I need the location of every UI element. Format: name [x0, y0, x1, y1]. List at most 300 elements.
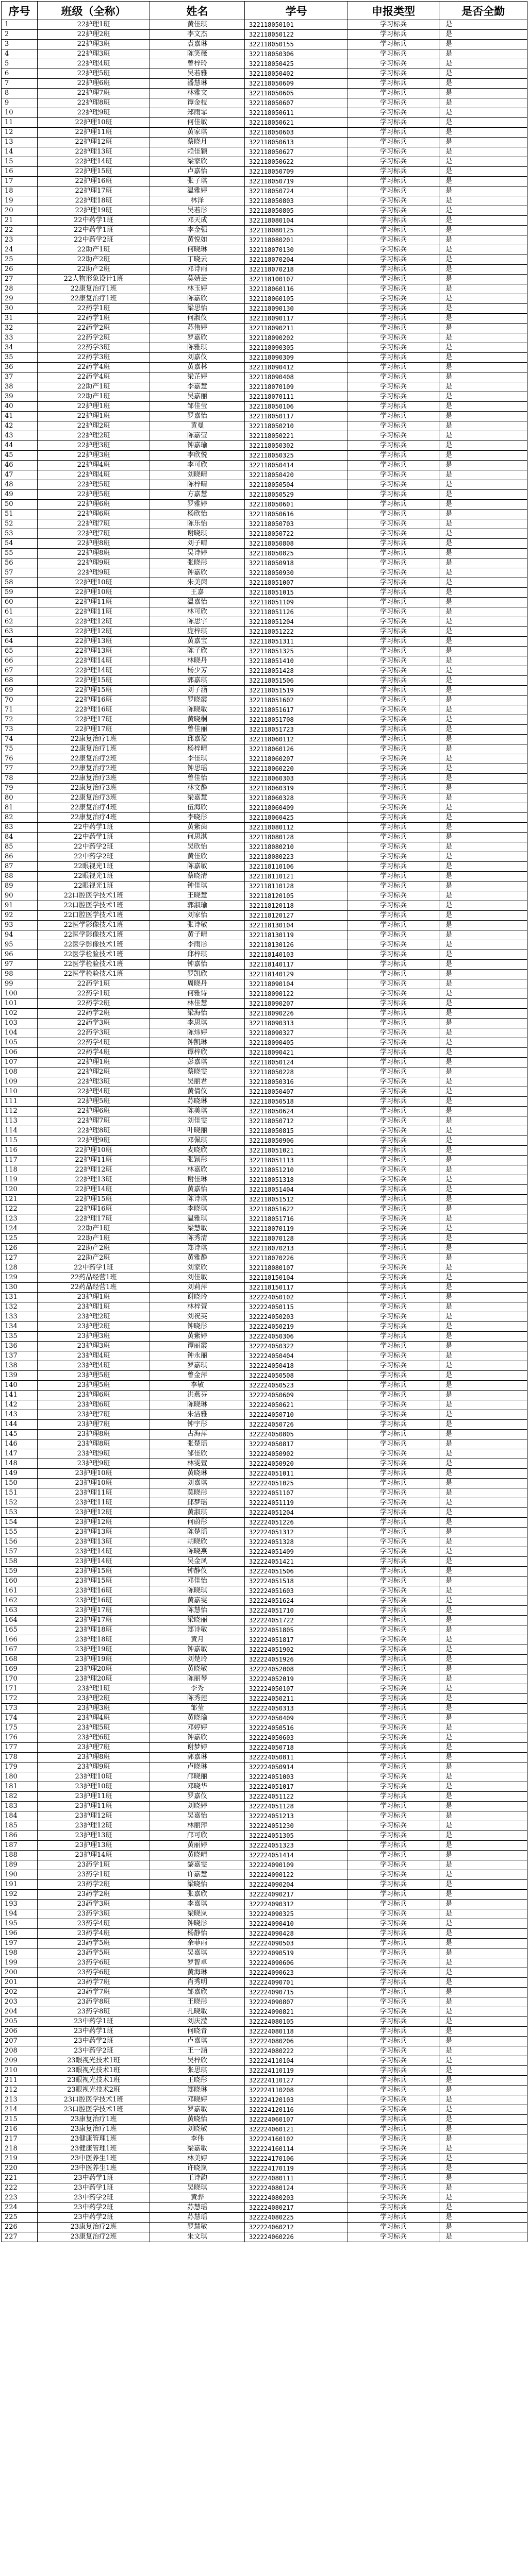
table-row: [2, 842, 527, 852]
table-row: [2, 324, 527, 333]
cell-name: 陈子欣: [150, 647, 245, 656]
cell-class: 22药学3班: [38, 1019, 150, 1028]
cell-name: 李思琪: [150, 1019, 245, 1028]
cell-attendance: 是: [439, 1293, 527, 1302]
cell-no: 77: [2, 764, 38, 774]
table-row: [2, 1772, 527, 1782]
table-row: [2, 2086, 527, 2095]
cell-student-id: 322118060207: [245, 754, 348, 764]
cell-name: 钟永丽: [150, 1351, 245, 1361]
cell-type: 学习标兵: [348, 784, 439, 793]
cell-name: 周晓丹: [150, 979, 245, 989]
cell-class: 22护理14班: [38, 666, 150, 676]
table-row: [2, 989, 527, 999]
cell-attendance: 是: [439, 754, 527, 764]
cell-no: 168: [2, 1655, 38, 1665]
table-row: [2, 1185, 527, 1195]
cell-class: 23护理11班: [38, 1488, 150, 1498]
cell-type: 学习标兵: [348, 1420, 439, 1430]
cell-attendance: 是: [439, 813, 527, 823]
cell-type: 学习标兵: [348, 333, 439, 343]
cell-type: 学习标兵: [348, 490, 439, 500]
cell-class: 22护理18班: [38, 196, 150, 206]
cell-type: 学习标兵: [348, 40, 439, 49]
cell-no: 132: [2, 1302, 38, 1312]
cell-no: 12: [2, 128, 38, 138]
cell-no: 111: [2, 1097, 38, 1107]
table-row: [2, 979, 527, 989]
table-row: [2, 1205, 527, 1214]
cell-name: 罗智卓: [150, 1958, 245, 1968]
cell-type: 学习标兵: [348, 1753, 439, 1762]
cell-no: 44: [2, 441, 38, 451]
cell-student-id: 322224051003: [245, 1772, 348, 1782]
cell-no: 203: [2, 1997, 38, 2007]
cell-attendance: 是: [439, 1753, 527, 1762]
cell-attendance: 是: [439, 1126, 527, 1136]
cell-student-id: 322118060425: [245, 813, 348, 823]
cell-class: 22药学2班: [38, 999, 150, 1009]
cell-student-id: 322224050409: [245, 1714, 348, 1723]
cell-class: 23护理10班: [38, 1782, 150, 1792]
cell-no: 66: [2, 656, 38, 666]
cell-student-id: 322224050418: [245, 1361, 348, 1371]
cell-type: 学习标兵: [348, 1596, 439, 1606]
cell-attendance: 是: [439, 2037, 527, 2046]
cell-type: 学习标兵: [348, 343, 439, 353]
cell-attendance: 是: [439, 1586, 527, 1596]
award-roster-table: [1, 1, 527, 2242]
table-row: [2, 2193, 527, 2203]
cell-class: 23药学8班: [38, 2007, 150, 2017]
cell-class: 23护理8班: [38, 1439, 150, 1449]
table-row: [2, 617, 527, 627]
table-row: [2, 1420, 527, 1430]
cell-attendance: 是: [439, 1009, 527, 1019]
table-row: [2, 891, 527, 901]
cell-no: 100: [2, 989, 38, 999]
cell-name: 钟嘉怡: [150, 960, 245, 970]
cell-attendance: 是: [439, 1704, 527, 1714]
cell-student-id: 322224051710: [245, 1606, 348, 1616]
cell-name: 何雅诗: [150, 989, 245, 999]
cell-student-id: 322224050107: [245, 1684, 348, 1694]
cell-class: 23药学2班: [38, 1890, 150, 1900]
cell-no: 198: [2, 1948, 38, 1958]
cell-class: 22药学1班: [38, 314, 150, 324]
table-row: [2, 1606, 527, 1616]
cell-class: 23护理1班: [38, 1302, 150, 1312]
cell-class: 22康复治疗3班: [38, 774, 150, 784]
cell-class: 23护理12班: [38, 1811, 150, 1821]
table-row: [2, 284, 527, 294]
cell-no: 58: [2, 578, 38, 588]
cell-type: 学习标兵: [348, 1948, 439, 1958]
table-row: [2, 1978, 527, 1988]
cell-no: 3: [2, 40, 38, 49]
cell-no: 190: [2, 1870, 38, 1880]
cell-name: 陈秀清: [150, 1234, 245, 1244]
cell-name: 方嘉慧: [150, 490, 245, 500]
cell-attendance: 是: [439, 1508, 527, 1518]
cell-student-id: 322224051603: [245, 1586, 348, 1596]
cell-name: 梁慧敏: [150, 1224, 245, 1234]
cell-student-id: 322224090503: [245, 1939, 348, 1948]
cell-student-id: 322224050219: [245, 1322, 348, 1332]
table-row: [2, 294, 527, 304]
cell-name: 杨静怡: [150, 1929, 245, 1939]
cell-student-id: 322224050718: [245, 1743, 348, 1753]
cell-student-id: 322118050613: [245, 138, 348, 147]
cell-student-id: 322224051305: [245, 1831, 348, 1841]
cell-name: 郑诗琪: [150, 1244, 245, 1253]
cell-class: 23药学7班: [38, 1988, 150, 1997]
cell-student-id: 322224050516: [245, 1723, 348, 1733]
cell-attendance: 是: [439, 1606, 527, 1616]
cell-type: 学习标兵: [348, 470, 439, 480]
cell-name: 苏伟婷: [150, 324, 245, 333]
cell-class: 22护理6班: [38, 79, 150, 89]
cell-attendance: 是: [439, 20, 527, 30]
cell-class: 22护理12班: [38, 627, 150, 637]
cell-student-id: 322118080223: [245, 852, 348, 862]
table-row: [2, 333, 527, 343]
cell-no: 147: [2, 1449, 38, 1459]
cell-no: 10: [2, 108, 38, 118]
cell-class: 23护理19班: [38, 1655, 150, 1665]
cell-attendance: 是: [439, 1811, 527, 1821]
cell-class: 22护理16班: [38, 1205, 150, 1214]
table-header: [2, 2, 527, 20]
cell-student-id: 322224090807: [245, 1997, 348, 2007]
cell-type: 学习标兵: [348, 842, 439, 852]
cell-student-id: 322118051021: [245, 1146, 348, 1156]
table-row: [2, 470, 527, 480]
cell-no: 209: [2, 2056, 38, 2066]
cell-no: 144: [2, 1420, 38, 1430]
cell-student-id: 322118050414: [245, 461, 348, 470]
table-row: [2, 1195, 527, 1205]
cell-type: 学习标兵: [348, 2154, 439, 2164]
cell-no: 135: [2, 1332, 38, 1342]
cell-name: 王一涵: [150, 2046, 245, 2056]
cell-type: 学习标兵: [348, 1067, 439, 1077]
cell-type: 学习标兵: [348, 578, 439, 588]
cell-type: 学习标兵: [348, 1772, 439, 1782]
table-row: [2, 255, 527, 265]
cell-student-id: 322224050404: [245, 1351, 348, 1361]
cell-student-id: 322118051512: [245, 1195, 348, 1205]
cell-no: 118: [2, 1165, 38, 1175]
cell-no: 65: [2, 647, 38, 656]
cell-student-id: 322118050918: [245, 558, 348, 568]
cell-class: 23中药学2班: [38, 2193, 150, 2203]
cell-class: 23护理3班: [38, 1704, 150, 1714]
cell-class: 23中医养生1班: [38, 2154, 150, 2164]
cell-attendance: 是: [439, 1058, 527, 1067]
cell-student-id: 322224110127: [245, 2076, 348, 2086]
table-row: [2, 2134, 527, 2144]
cell-student-id: 322224051122: [245, 1792, 348, 1802]
cell-student-id: 322118050407: [245, 1087, 348, 1097]
cell-name: 黄佳琪: [150, 20, 245, 30]
table-row: [2, 441, 527, 451]
cell-type: 学习标兵: [348, 382, 439, 392]
cell-class: 22护理4班: [38, 1087, 150, 1097]
table-row: [2, 431, 527, 441]
cell-name: 邹佳欣: [150, 1449, 245, 1459]
table-row: [2, 960, 527, 970]
cell-name: 梁晓岚: [150, 1909, 245, 1919]
cell-name: 朱美茵: [150, 578, 245, 588]
cell-type: 学习标兵: [348, 1234, 439, 1244]
cell-student-id: 322224080118: [245, 2027, 348, 2037]
cell-class: 23护理13班: [38, 1831, 150, 1841]
cell-class: 22中药学2班: [38, 235, 150, 245]
cell-type: 学习标兵: [348, 167, 439, 177]
cell-attendance: 是: [439, 226, 527, 235]
cell-type: 学习标兵: [348, 2037, 439, 2046]
cell-student-id: 322224051902: [245, 1645, 348, 1655]
cell-class: 23药学3班: [38, 1900, 150, 1909]
cell-attendance: 是: [439, 421, 527, 431]
table-row: [2, 1146, 527, 1156]
cell-student-id: 322118130119: [245, 930, 348, 940]
cell-attendance: 是: [439, 255, 527, 265]
cell-name: 张子琪: [150, 177, 245, 187]
cell-name: 谢晓琪: [150, 529, 245, 539]
cell-no: 164: [2, 1616, 38, 1625]
table-row: [2, 754, 527, 764]
cell-name: 许晓岚: [150, 2164, 245, 2174]
cell-name: 胡晓欣: [150, 1537, 245, 1547]
cell-no: 137: [2, 1351, 38, 1361]
cell-student-id: 322118070226: [245, 1253, 348, 1263]
cell-student-id: 322224090122: [245, 1870, 348, 1880]
cell-no: 177: [2, 1743, 38, 1753]
cell-name: 陈美琪: [150, 1107, 245, 1116]
cell-name: 郭淑瑜: [150, 901, 245, 911]
cell-attendance: 是: [439, 1743, 527, 1753]
cell-no: 91: [2, 901, 38, 911]
cell-student-id: 322224051518: [245, 1577, 348, 1586]
cell-no: 167: [2, 1645, 38, 1655]
cell-attendance: 是: [439, 2154, 527, 2164]
cell-type: 学习标兵: [348, 1577, 439, 1586]
cell-class: 23护理11班: [38, 1802, 150, 1811]
table-row: [2, 1635, 527, 1645]
cell-name: 李晓彤: [150, 813, 245, 823]
cell-attendance: 是: [439, 950, 527, 960]
cell-student-id: 322224051805: [245, 1625, 348, 1635]
cell-type: 学习标兵: [348, 735, 439, 744]
table-row: [2, 59, 527, 69]
cell-no: 26: [2, 265, 38, 275]
cell-attendance: 是: [439, 588, 527, 598]
cell-name: 李嘉琪: [150, 1900, 245, 1909]
cell-no: 102: [2, 1009, 38, 1019]
cell-class: 22护理9班: [38, 558, 150, 568]
table-row: [2, 784, 527, 793]
cell-type: 学习标兵: [348, 1870, 439, 1880]
cell-type: 学习标兵: [348, 568, 439, 578]
cell-type: 学习标兵: [348, 539, 439, 549]
cell-attendance: 是: [439, 911, 527, 921]
cell-name: 钟佳琪: [150, 882, 245, 891]
cell-attendance: 是: [439, 2183, 527, 2193]
cell-student-id: 322224051226: [245, 1518, 348, 1528]
table-row: [2, 206, 527, 216]
cell-type: 学习标兵: [348, 1263, 439, 1273]
cell-no: 38: [2, 382, 38, 392]
cell-student-id: 322118080201: [245, 235, 348, 245]
cell-student-id: 322118090408: [245, 372, 348, 382]
cell-no: 67: [2, 666, 38, 676]
cell-attendance: 是: [439, 647, 527, 656]
cell-type: 学习标兵: [348, 686, 439, 696]
cell-type: 学习标兵: [348, 1782, 439, 1792]
cell-attendance: 是: [439, 833, 527, 842]
cell-attendance: 是: [439, 40, 527, 49]
cell-type: 学习标兵: [348, 862, 439, 872]
cell-name: 曾金萍: [150, 1371, 245, 1381]
cell-no: 126: [2, 1244, 38, 1253]
table-row: [2, 1919, 527, 1929]
cell-class: 22护理10班: [38, 118, 150, 128]
cell-class: 22药学1班: [38, 304, 150, 314]
cell-attendance: 是: [439, 1185, 527, 1195]
cell-no: 64: [2, 637, 38, 647]
cell-attendance: 是: [439, 999, 527, 1009]
cell-class: 22中药学2班: [38, 842, 150, 852]
cell-name: 林玉婷: [150, 284, 245, 294]
cell-no: 99: [2, 979, 38, 989]
cell-student-id: 322118130104: [245, 921, 348, 930]
cell-student-id: 322224170106: [245, 2154, 348, 2164]
cell-attendance: 是: [439, 1361, 527, 1371]
cell-class: 23护理6班: [38, 1400, 150, 1410]
cell-class: 23护理15班: [38, 1577, 150, 1586]
cell-name: 邹佳莹: [150, 402, 245, 412]
cell-type: 学习标兵: [348, 1655, 439, 1665]
cell-attendance: 是: [439, 784, 527, 793]
cell-type: 学习标兵: [348, 1400, 439, 1410]
cell-no: 4: [2, 49, 38, 59]
cell-attendance: 是: [439, 1488, 527, 1498]
cell-class: 22眼视光1班: [38, 872, 150, 882]
cell-type: 学习标兵: [348, 1900, 439, 1909]
cell-attendance: 是: [439, 2115, 527, 2125]
cell-name: 钟凯琳: [150, 1038, 245, 1048]
cell-student-id: 322224050609: [245, 1391, 348, 1400]
cell-student-id: 322118050709: [245, 167, 348, 177]
cell-student-id: 322224050203: [245, 1312, 348, 1322]
cell-no: 145: [2, 1430, 38, 1439]
cell-type: 学习标兵: [348, 882, 439, 891]
cell-no: 127: [2, 1253, 38, 1263]
cell-class: 23健康管理1班: [38, 2134, 150, 2144]
cell-type: 学习标兵: [348, 1723, 439, 1733]
cell-student-id: 322224050322: [245, 1342, 348, 1351]
cell-type: 学习标兵: [348, 519, 439, 529]
cell-type: 学习标兵: [348, 275, 439, 284]
cell-attendance: 是: [439, 1351, 527, 1361]
cell-class: 22助产1班: [38, 245, 150, 255]
cell-student-id: 322118090412: [245, 363, 348, 372]
cell-student-id: 322224160102: [245, 2134, 348, 2144]
cell-type: 学习标兵: [348, 1743, 439, 1753]
cell-student-id: 322224050710: [245, 1410, 348, 1420]
cell-name: 陈雅琪: [150, 343, 245, 353]
cell-attendance: 是: [439, 774, 527, 784]
cell-student-id: 322118050504: [245, 480, 348, 490]
table-row: [2, 1116, 527, 1126]
cell-type: 学习标兵: [348, 147, 439, 157]
cell-class: 22护理8班: [38, 1126, 150, 1136]
table-row: [2, 647, 527, 656]
cell-class: 22护理7班: [38, 529, 150, 539]
cell-class: 23护理17班: [38, 1616, 150, 1625]
table-row: [2, 970, 527, 979]
cell-name: 郑雨霏: [150, 108, 245, 118]
cell-type: 学习标兵: [348, 803, 439, 813]
cell-no: 55: [2, 549, 38, 558]
table-row: [2, 930, 527, 940]
cell-attendance: 是: [439, 930, 527, 940]
cell-name: 黄倩仪: [150, 1087, 245, 1097]
cell-type: 学习标兵: [348, 588, 439, 598]
cell-no: 9: [2, 98, 38, 108]
cell-class: 22护理3班: [38, 451, 150, 461]
cell-name: 陈乐怡: [150, 519, 245, 529]
cell-type: 学习标兵: [348, 294, 439, 304]
cell-student-id: 322118050607: [245, 98, 348, 108]
cell-type: 学习标兵: [348, 1449, 439, 1459]
cell-attendance: 是: [439, 1890, 527, 1900]
cell-student-id: 322118051318: [245, 1175, 348, 1185]
cell-student-id: 322224090109: [245, 1860, 348, 1870]
table-row: [2, 676, 527, 686]
cell-name: 罗嘉欣: [150, 333, 245, 343]
cell-attendance: 是: [439, 510, 527, 519]
cell-student-id: 322118050529: [245, 490, 348, 500]
cell-student-id: 322118051428: [245, 666, 348, 676]
cell-student-id: 322224051025: [245, 1479, 348, 1488]
cell-attendance: 是: [439, 705, 527, 715]
cell-attendance: 是: [439, 891, 527, 901]
cell-class: 22药学4班: [38, 372, 150, 382]
cell-class: 22护理14班: [38, 1185, 150, 1195]
table-row: [2, 1224, 527, 1234]
cell-name: 吴嘉丽: [150, 392, 245, 402]
cell-class: 23护理4班: [38, 1361, 150, 1371]
cell-attendance: 是: [439, 2007, 527, 2017]
cell-student-id: 322224090821: [245, 2007, 348, 2017]
table-row: [2, 1439, 527, 1449]
cell-attendance: 是: [439, 333, 527, 343]
cell-type: 学习标兵: [348, 2193, 439, 2203]
cell-student-id: 322118051716: [245, 1214, 348, 1224]
cell-name: 曾佳丽: [150, 725, 245, 735]
table-row: [2, 852, 527, 862]
cell-class: 22护理13班: [38, 637, 150, 647]
cell-student-id: 322118050106: [245, 402, 348, 412]
cell-student-id: 322224090217: [245, 1890, 348, 1900]
cell-name: 麦晓欣: [150, 1146, 245, 1156]
cell-no: 17: [2, 177, 38, 187]
cell-attendance: 是: [439, 2134, 527, 2144]
cell-student-id: 322224060226: [245, 2232, 348, 2242]
